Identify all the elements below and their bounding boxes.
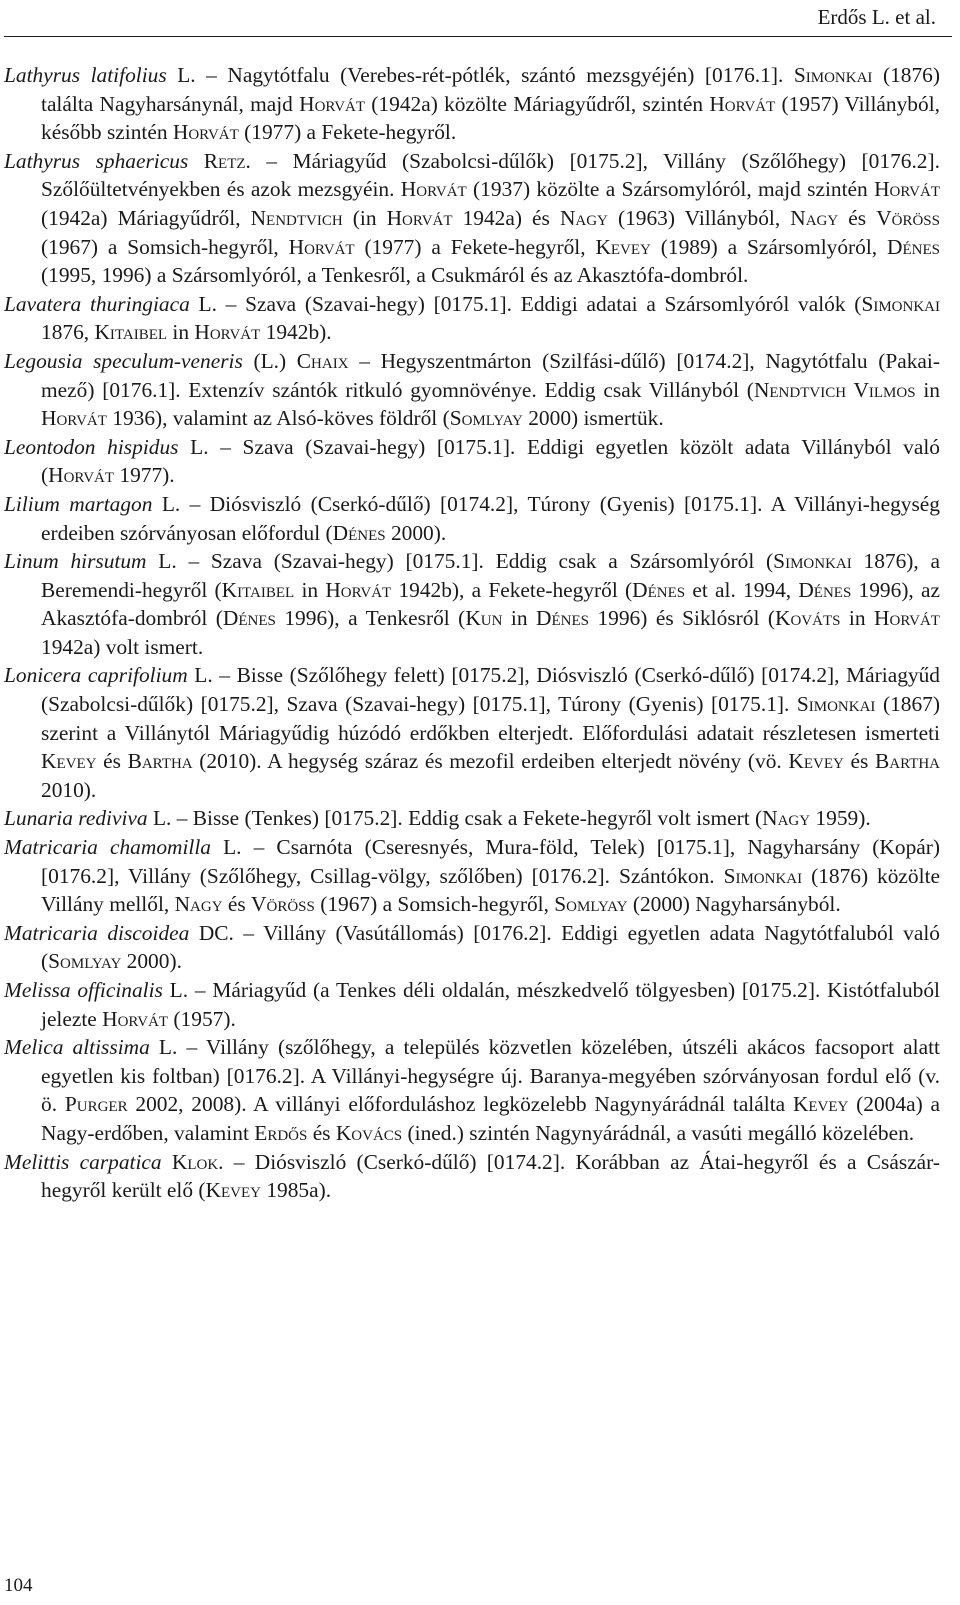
entry-text: (1957).: [168, 1006, 236, 1031]
author-name: Nagy: [790, 205, 839, 230]
author-name: Erdős: [254, 1120, 308, 1145]
entry-text: (L.): [242, 348, 297, 373]
entry-text: 1977).: [114, 463, 175, 488]
entry-text: 1996), a Tenkesről (: [275, 606, 466, 631]
entry-text: (1867) szerint a Villánytól Máriagyűdig húzódó erdőkben elterjedt. Előfordulási adatait részletesen ismerteti: [41, 692, 940, 745]
entry-text: 1942b).: [260, 320, 332, 345]
author-name: Horvát: [288, 234, 355, 259]
entry-text: és: [843, 749, 875, 774]
author-name: Horvát: [386, 205, 453, 230]
author-name: Purger: [64, 1092, 128, 1117]
entry-text: (1967) a Somsich-hegyről,: [41, 234, 289, 259]
entry-text: in: [167, 320, 195, 345]
author-name: Kevey: [205, 1178, 261, 1203]
entry-text: in: [840, 606, 875, 631]
author-name: Nendtvich: [250, 205, 343, 230]
author-name: Kitaibel: [94, 320, 168, 345]
author-name: Horvát: [874, 606, 940, 631]
entry-text: 2010).: [41, 777, 97, 802]
entry-text: . – Máriagyűd (Szabolcsi-dűlők) [0175.2], Villány (Szőlőhegy) [0176.2]. Szőlőültetvényekben és azok mezsgyéin.: [41, 148, 940, 202]
author-name: Dénes: [798, 577, 852, 602]
entry-text: . – Diósviszló (Cserkó-dűlő) [0174.2]. Korábban az Átai-hegyről és a Császár-hegyről került elő (: [41, 1149, 940, 1203]
entry-text: in: [915, 377, 940, 402]
entry-text: L. – Bisse (Tenkes) [0175.2]. Eddig csak a Fekete-hegyről volt ismert (: [147, 806, 763, 831]
entry-text: (in: [342, 205, 387, 230]
entry-text: (1876) közölte Villány mellől,: [41, 863, 941, 917]
entry-text: és: [838, 205, 877, 230]
species-name: Melittis carpatica: [4, 1149, 162, 1174]
entry-text: 2000) ismertük.: [522, 406, 664, 431]
author-name: Kun: [465, 606, 503, 631]
entry-text: in: [502, 606, 537, 631]
author-name: Horvát: [194, 320, 261, 345]
species-name: Lavatera thuringiaca: [4, 291, 190, 316]
species-name: Melissa officinalis: [4, 978, 163, 1002]
author-name: Vöröss: [876, 205, 940, 230]
author-name: Kevey: [41, 749, 97, 774]
entry-text: L. – Szava (Szavai-hegy) [0175.1]. Eddig csak a Szársomlyóról (: [146, 549, 774, 574]
entry-text: (1995, 1996) a Szársomlyóról, a Tenkesről, a Csukmáról és az Akasztófa-dombról.: [41, 263, 749, 288]
entry-text: (1989) a Szársomlyóról,: [650, 234, 888, 259]
entry-text: L. – Nagytótfalu (Verebes-rét-pótlék, szántó mezsgyéjén) [0176.1].: [166, 63, 794, 87]
species-name: Lunaria rediviva: [4, 806, 148, 831]
author-name: Kevey: [595, 234, 651, 259]
author-name: Vöröss: [251, 892, 315, 917]
species-entry: [4, 433, 940, 490]
page-number: 104: [4, 1575, 33, 1596]
entry-text: (2004a) a Nagy-erdőben, valamint: [41, 1092, 940, 1145]
entry-text: [188, 149, 204, 173]
entry-text: és: [96, 749, 128, 774]
author-name: Horvát: [172, 120, 239, 145]
entry-text: (1963) Villányból,: [607, 205, 791, 230]
species-entry: [4, 1033, 940, 1147]
author-name: Nagy: [762, 806, 811, 831]
author-name: Kovács: [335, 1120, 403, 1145]
author-name: Nagy: [559, 205, 608, 230]
species-entry: [4, 490, 940, 547]
entry-text: (2000) Nagyharsányból.: [627, 892, 841, 917]
species-name: Lathyrus latifolius: [4, 63, 167, 87]
entry-text: L. – Máriagyűd (a Tenkes déli oldalán, mészkedvelő tölgyesben) [0175.2]. Kistótfaluból jelezte: [41, 978, 941, 1031]
entry-text: 1876), a Beremendi-hegyről (: [41, 549, 941, 602]
entry-text: L. – Csarnóta (Cseresnyés, Mura-föld, Telek) [0175.1], Nagyharsány (Kopár) [0176.2], Villány (Szőlőhegy, Csillag-völgy, szőlőben) [0176.2]. Szántókon.: [41, 835, 941, 888]
entry-text: 2002, 2008). A villányi előforduláshoz legközelebb Nagynyárádnál találta: [127, 1092, 793, 1117]
author-name: Horvát: [874, 177, 940, 202]
author-name: Somlyay: [449, 406, 523, 431]
species-name: Legousia speculum-veneris: [4, 348, 243, 373]
species-list: [4, 61, 940, 1205]
author-name: Dénes: [332, 520, 386, 545]
species-name: Lilium martagon: [4, 491, 153, 516]
species-entry: [4, 61, 940, 147]
entry-text: 1876,: [41, 320, 95, 345]
author-name: Somlyay: [48, 949, 122, 974]
author-name: Simonkai: [796, 692, 876, 717]
author-name: Simonkai: [773, 549, 852, 574]
entry-text: (1942a) Máriagyűdről,: [41, 205, 251, 230]
author-name: Horvát: [48, 463, 115, 488]
entry-text: (1942a) közölte Máriagyűdről, szintén: [365, 91, 710, 116]
author-name: Simonkai: [793, 63, 873, 87]
entry-text: 1936), valamint az Alsó-köves földről (: [106, 406, 450, 431]
entry-text: L. – Szava (Szavai-hegy) [0175.1]. Eddigi adatai a Szársomlyóról valók (: [189, 291, 862, 316]
author-name: Horvát: [41, 406, 107, 431]
entry-text: (2010). A hegység száraz és mezofil erdeiben elterjedt növény (vö.: [192, 749, 789, 774]
author-name: Kováts: [775, 606, 841, 631]
entry-text: 2000).: [385, 520, 447, 545]
author-name: Kevey: [788, 749, 844, 774]
entry-text: 1942a) volt ismert.: [41, 634, 204, 659]
entry-text: [162, 1150, 172, 1174]
species-entry: [4, 290, 940, 347]
author-name: Horvát: [102, 1006, 169, 1031]
species-name: Lathyrus sphaericus: [4, 148, 189, 173]
species-name: Leontodon hispidus: [4, 434, 179, 459]
author-name: Dénes: [536, 606, 589, 631]
entry-text: (1967) a Somsich-hegyről,: [314, 892, 555, 917]
author-name: Kitaibel: [221, 577, 295, 602]
species-entry: [4, 347, 940, 433]
species-entry: [4, 919, 940, 976]
entry-text: 2000).: [121, 949, 182, 974]
author-name: Nagy: [174, 892, 223, 917]
entry-text: (1957) Villányból, később szintén: [41, 91, 940, 145]
entry-text: L. – Diósviszló (Cserkó-dűlő) [0174.2], Túrony (Gyenis) [0175.1]. A Villányi-hegység erdeiben szórványosan előfordul (: [41, 491, 940, 545]
author-name: Bartha: [874, 749, 941, 774]
entry-text: 1996), az Akasztófa-dombról (: [41, 577, 940, 631]
entry-text: (1876) találta Nagyharsánynál, majd: [41, 63, 940, 116]
author-name: Nendtvich Vilmos: [753, 377, 916, 402]
author-name: Simonkai: [861, 291, 940, 316]
entry-text: 1959).: [810, 806, 871, 831]
entry-text: és: [222, 892, 252, 917]
author-name: Dénes: [222, 606, 276, 631]
entry-text: 1942b), a Fekete-hegyről (: [391, 577, 633, 602]
entry-text: in: [294, 577, 326, 602]
author-name: Somlyay: [554, 892, 628, 917]
species-entry: [4, 976, 940, 1033]
header-rule: [4, 36, 952, 37]
species-entry: [4, 547, 940, 661]
running-head: Erdős L. et al.: [817, 5, 936, 29]
entry-text: L. – Bisse (Szőlőhegy felett) [0175.2], Diósviszló (Cserkó-dűlő) [0174.2], Máriagyűd (Szabolcsi-dűlők) [0175.2], Szava (Szavai-hegy) [0175.1], Túrony (Gyenis) [0175.1].: [41, 663, 940, 717]
author-name: Dénes: [887, 234, 940, 259]
author-name: Horvát: [709, 91, 776, 116]
entry-text: L. – Villány (szőlőhegy, a település közvetlen közelében, útszéli akácos facsoport alatt egyetlen kis foltban) [0176.2]. A Villányi-hegységre új. Baranya-megyében szórványosan fordul elő (v. ö.: [41, 1035, 941, 1117]
entry-text: 1985a).: [261, 1178, 332, 1203]
entry-text: DC. – Villány (Vasútállomás) [0176.2]. Eddigi egyetlen adata Nagytótfaluból való (: [41, 920, 940, 974]
author-name: Horvát: [299, 91, 366, 116]
author-name: Bartha: [127, 749, 193, 774]
species-entry: [4, 661, 940, 804]
entry-text: (ined.) szintén Nagynyárádnál, a vasúti megálló közelében.: [402, 1120, 915, 1145]
author-name: Chaix: [296, 348, 349, 373]
species-name: Matricaria discoidea: [4, 920, 190, 945]
entry-text: 1996) és Siklósról (: [588, 606, 775, 631]
species-entry: [4, 1148, 940, 1205]
species-entry: [4, 147, 940, 290]
species-name: Linum hirsutum: [4, 549, 147, 574]
species-name: Lonicera caprifolium: [4, 663, 188, 688]
species-name: Melica altissima: [4, 1035, 150, 1060]
author-name: Dénes: [632, 577, 686, 602]
entry-text: (1977) a Fekete-hegyről,: [354, 234, 596, 259]
species-entry: [4, 804, 940, 833]
author-name: Kevey: [792, 1092, 849, 1117]
author-name: Horvát: [325, 577, 392, 602]
species-name: Matricaria chamomilla: [4, 835, 211, 860]
author-name: Retz: [203, 148, 246, 173]
entry-text: et al. 1994,: [685, 577, 799, 602]
entry-text: – Hegyszentmárton (Szilfási-dűlő) [0174.2], Nagytótfalu (Pakai-mező) [0176.1]. Extenzív szántók ritkuló gyomnövénye. Eddig csak Villányból (: [41, 348, 940, 402]
author-name: Klok: [171, 1149, 219, 1174]
entry-text: L. – Szava (Szavai-hegy) [0175.1]. Eddigi egyetlen közölt adata Villányból való (: [41, 434, 941, 488]
entry-text: és: [307, 1120, 336, 1145]
entry-text: (1937) közölte a Szársomylóról, majd szintén: [466, 177, 875, 202]
species-entry: [4, 833, 940, 919]
entry-text: 1942a) és: [452, 205, 560, 230]
author-name: Simonkai: [723, 863, 803, 888]
author-name: Horvát: [400, 177, 467, 202]
entry-text: (1977) a Fekete-hegyről.: [238, 120, 457, 145]
